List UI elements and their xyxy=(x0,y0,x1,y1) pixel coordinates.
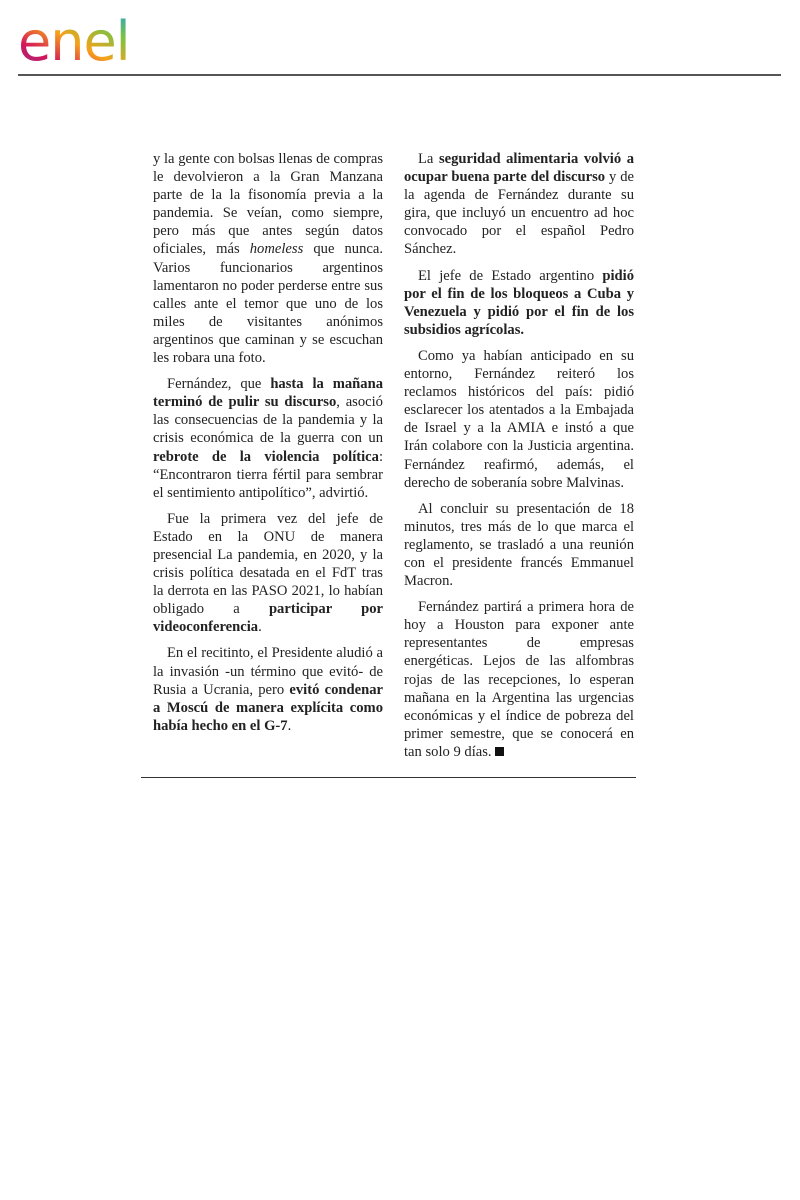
paragraph: Como ya habían anticipado en su entorno, Fernández reiteró los reclamos históricos del país: pidió esclarecer los atentados a la Embajada de Israel y a la AMIA e instó a que Irán colabore con la Justicia argentina. Fernández reafirmó, además, el derecho de soberanía sobre Malvinas. xyxy=(404,347,634,491)
paragraph: En el recitinto, el Presidente aludió a la invasión -un término que evitó- de Rusia a Ucrania, pero evitó condenar a Moscú de manera explícita como había hecho en el G-7. xyxy=(153,645,383,734)
paragraph: El jefe de Estado argentino pidió por el fin de los bloqueos a Cuba y Venezuela y pidió por el fin de los subsidios agrícolas. xyxy=(404,267,634,338)
paragraph: Fue la primera vez del jefe de Estado en la ONU de manera presencial La pandemia, en 2020, y la crisis política desatada en el FdT tras la derrota en las PASO 2021, lo habían obligado a participar por videoconferencia. xyxy=(153,510,383,636)
footer-divider xyxy=(141,777,636,778)
header-divider xyxy=(18,74,781,76)
paragraph: Fernández partirá a primera hora de hoy a Houston para exponer ante representantes de empresas energéticas. Lejos de las alfombras rojas de las recepciones, lo esperan mañana en la Argentina las urgencias económicas y el índice de pobreza del primer semestre, que se conocerá en tan solo 9 días. xyxy=(404,599,634,760)
svg-text:enel: enel xyxy=(18,10,130,70)
paragraph: La seguridad alimentaria volvió a ocupar buena parte del discurso y de la agenda de Fernández durante su gira, que incluyó un encuentro ad hoc convocado por el español Pedro Sánchez. xyxy=(404,151,634,258)
paragraph: Fernández, que hasta la mañana terminó de pulir su discurso, asoció las consecuencias de la pandemia y la crisis económica de la guerra con un rebrote de la violencia política: “Encontraron tierra fértil para sembrar el sentimiento antipolítico”, advirtió. xyxy=(153,376,383,501)
enel-logo xyxy=(16,8,176,70)
article-column-left xyxy=(153,150,383,743)
end-of-article-square-icon xyxy=(495,747,504,756)
article-column-right xyxy=(404,150,634,769)
paragraph: y la gente con bolsas llenas de compras le devolvieron a la Gran Manzana parte de la la fisonomía previa a la pandemia. Se veían, como siempre, pero más que antes según datos oficiales, más homeless que nunca. Varios funcionarios argentinos lamentaron no poder perderse entre sus calles ante el temor que uno de los miles de visitantes anónimos argentinos que caminan y se escuchan les robara una foto. xyxy=(153,151,383,367)
paragraph: Al concluir su presentación de 18 minutos, tres más de lo que marca el reglamento, se trasladó a una reunión con el presidente francés Emmanuel Macron. xyxy=(404,500,634,590)
